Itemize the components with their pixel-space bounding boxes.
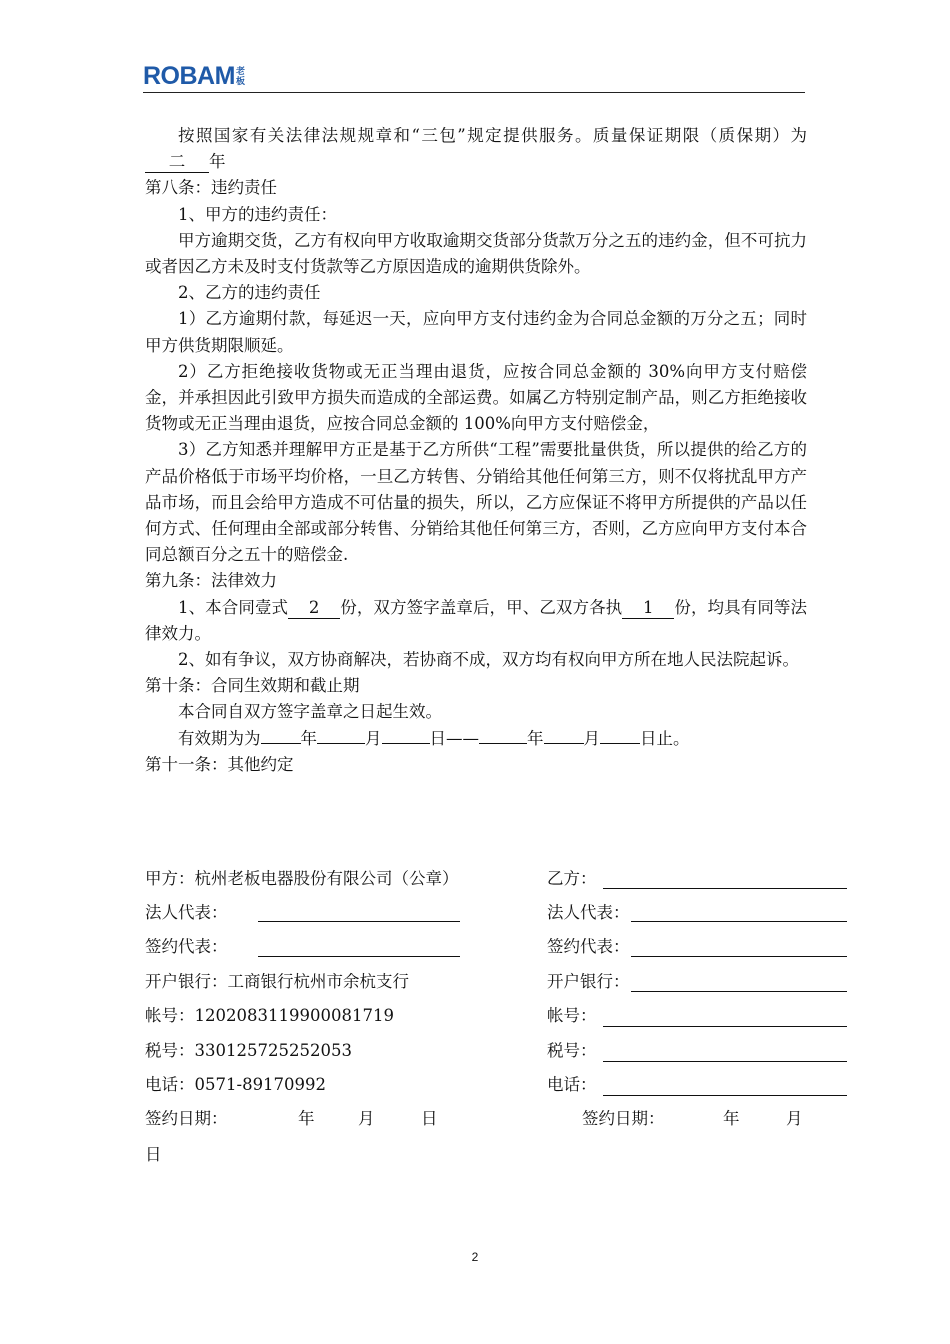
article-8-1-heading: 1、甲方的违约责任： xyxy=(178,204,337,224)
party-b-date-year: 年 xyxy=(723,1109,740,1128)
party-a-bank: 开户银行：工商银行杭州市余杭支行 xyxy=(145,972,409,991)
robam-logo xyxy=(143,64,246,89)
party-b-phone-line xyxy=(603,1095,847,1096)
party-b-bank-line xyxy=(631,991,847,992)
article-9-heading: 第九条：法律效力 xyxy=(145,571,277,591)
logo-text: ROBAM xyxy=(143,62,235,90)
party-a-signing-rep-line xyxy=(258,956,460,957)
copies-count-blank: 2 xyxy=(288,598,340,619)
end-month-blank xyxy=(544,743,584,744)
party-a-legal-rep-line xyxy=(258,921,460,922)
article-9-item-2: 2、如有争议，双方协商解决，若协商不成，双方均有权向甲方所在地人民法院起诉。 xyxy=(178,650,799,670)
party-a-date-month: 月 xyxy=(358,1109,375,1128)
end-day-blank xyxy=(600,743,640,744)
party-b-date-day: 日 xyxy=(145,1145,162,1164)
start-month-blank xyxy=(317,743,365,744)
party-a-name: 甲方：杭州老板电器股份有限公司（公章） xyxy=(145,869,459,888)
article-8-2-item-3: 3）乙方知悉并理解甲方正是基于乙方所供“工程”需要批量供货，所以提供的给乙方的产品价格低于市场平均价格，一旦乙方转售、分销给其他任何第三方，则不仅将扰乱甲方产品市场，而且会给甲方造成不可估量的损失，所以，乙方应保证不将甲方所提供的产品以任何方式、任何理由全部或部分转售、分销给其他任何第三方，否则，乙方应向甲方支付本合同总额百分之五十的赔偿金. xyxy=(145,440,807,565)
party-a-date-year: 年 xyxy=(298,1109,315,1128)
party-b-account-label: 帐号： xyxy=(547,1006,597,1025)
article-10-heading: 第十条：合同生效期和截止期 xyxy=(145,676,360,696)
party-a-account: 帐号：1202083119900081719 xyxy=(145,1006,394,1025)
party-a-tax-id: 税号：330125725252053 xyxy=(145,1041,352,1060)
party-b-date-month: 月 xyxy=(786,1109,803,1128)
party-b-name-line xyxy=(603,888,847,889)
warranty-paragraph: 按照国家有关法律法规规章和“三包”规定提供服务。质量保证期限（质保期）为二 年 xyxy=(145,123,807,175)
article-8-2-item-2: 2）乙方拒绝接收货物或无正当理由退货，应按合同总金额的 30%向甲方支付赔偿金，并承担因此引致甲方损失而造成的全部运费。如属乙方特别定制产品，则乙方拒绝接收货物或无正当理由退货，应按合同总金额的 100%向甲方支付赔偿金， xyxy=(145,361,807,434)
logo-cn-text: 老板 xyxy=(235,67,245,87)
party-b-signing-rep-line xyxy=(631,956,847,957)
start-year-blank xyxy=(261,743,301,744)
article-8-2-heading: 2、乙方的违约责任 xyxy=(178,283,321,303)
party-a-date-label: 签约日期： xyxy=(145,1109,228,1128)
page-number: 2 xyxy=(471,1250,479,1264)
article-8-1-text: 甲方逾期交货，乙方有权向甲方收取逾期交货部分货款万分之五的违约金，但不可抗力或者因乙方未及时支付货款等乙方原因造成的逾期供货除外。 xyxy=(145,230,807,277)
party-b-legal-rep-label: 法人代表： xyxy=(547,903,630,922)
contract-body xyxy=(145,123,807,778)
article-8-heading: 第八条：违约责任 xyxy=(145,178,277,198)
party-a-signing-rep-label: 签约代表： xyxy=(145,937,228,956)
party-b-phone-label: 电话： xyxy=(547,1075,597,1094)
party-b-bank-label: 开户银行： xyxy=(547,972,630,991)
copies-each-blank: 1 xyxy=(622,598,674,619)
party-b-tax-line xyxy=(603,1061,847,1062)
end-year-blank xyxy=(479,743,527,744)
party-b-signing-rep-label: 签约代表： xyxy=(547,937,630,956)
warranty-years-blank: 二 xyxy=(145,152,209,173)
party-b-name-label: 乙方： xyxy=(547,869,597,888)
start-day-blank xyxy=(382,743,430,744)
article-11-heading: 第十一条：其他约定 xyxy=(145,754,294,774)
article-10-validity: 有效期为为 年 月 日—— 年 月 日止。 xyxy=(178,728,690,748)
party-a-legal-rep-label: 法人代表： xyxy=(145,903,228,922)
party-b-legal-rep-line xyxy=(631,921,847,922)
article-8-2-item-1: 1）乙方逾期付款，每延迟一天，应向甲方支付违约金为合同总金额的万分之五；同时甲方供货期限顺延。 xyxy=(145,309,807,355)
party-b-date-label: 签约日期： xyxy=(582,1109,665,1128)
party-b-tax-label: 税号： xyxy=(547,1041,597,1060)
party-b-account-line xyxy=(603,1026,847,1027)
party-a-phone: 电话：0571-89170992 xyxy=(145,1075,327,1094)
party-a-date-day: 日 xyxy=(421,1109,438,1128)
page-header xyxy=(143,62,805,93)
article-9-item-1: 1、本合同壹式 2 份，双方签字盖章后，甲、乙双方各执 1 份，均具有同等法律效力。 xyxy=(145,597,808,643)
article-10-text-1: 本合同自双方签字盖章之日起生效。 xyxy=(178,702,442,722)
